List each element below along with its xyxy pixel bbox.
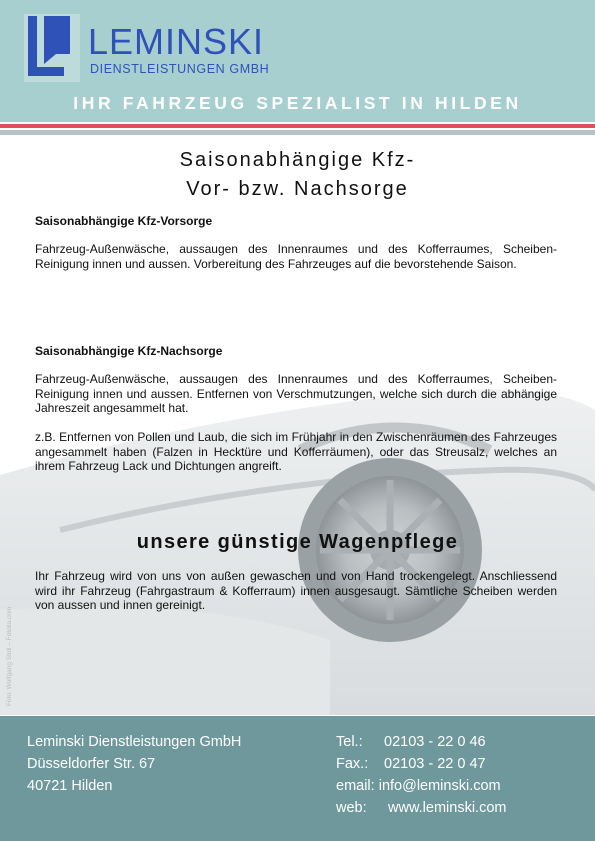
page-footer [0,716,595,841]
footer-fax-value: 02103 - 22 0 47 [384,756,486,772]
footer-street: Düsseldorfer Str. 67 [27,756,156,772]
footer-web-link[interactable]: www.leminski.com [388,800,507,816]
section-text-nachsorge-example: z.B. Entfernen von Pollen und Laub, die sich im Frühjahr in den Zwischenräumen des Fahrzeuges angesammelt haben (Falzen in Hecktüre und Kofferräumen), oder das Streusalz, welches an ihrem Fahrzeug Lack und Dichtungen angreift. [35,430,557,473]
header-stripe-gray [0,130,595,135]
header-stripe-red [0,124,595,128]
footer-web [336,801,506,816]
footer-web-label: web: [336,800,367,816]
footer-city: 40721 Hilden [27,778,113,794]
section-text-nachsorge: Fahrzeug-Außenwäsche, aussaugen des Innenraumes und des Kofferraumes, Scheiben-Reinigung innen und aussen. Entfernen von Verschmutzungen, welche sich durch die abhängige Jahreszeit angesammelt hat. [35,372,557,415]
footer-tel [336,735,486,750]
footer-fax-label: Fax.: [336,756,369,772]
leminski-logo-icon [24,14,80,82]
footer-tel-label: Tel.: [336,734,363,750]
wagenpflege-text: Ihr Fahrzeug wird von uns von außen gewaschen und von Hand trockengelegt. Anschliessend wird ihr Fahrzeug (Fahrgastraum & Kofferraum) innen ausgesaugt. Sämtliche Scheiben werden von aussen und innen gereinigt. [35,569,557,612]
footer-fax [336,757,486,772]
page-title [0,146,595,204]
footer-email-link[interactable]: info@leminski.com [378,778,501,794]
page-header [0,0,595,122]
page-title-line1: Saisonabhängige Kfz- [179,149,416,171]
footer-tel-value: 02103 - 22 0 46 [384,734,486,750]
photo-credit: Foto: Wolfgang Stoll – Fotolia.com [6,606,13,706]
wagenpflege-heading: unsere günstige Wagenpflege [136,531,459,553]
section-heading-vorsorge: Saisonabhängige Kfz-Vorsorge [35,214,213,228]
section-text-vorsorge: Fahrzeug-Außenwäsche, aussaugen des Innenraumes und des Kofferraumes, Scheiben-Reinigung innen und aussen. Vorbereitung des Fahrzeuges auf die bevorstehende Saison. [35,242,557,271]
footer-email-label: email: [336,778,375,794]
footer-company: Leminski Dienstleistungen GmbH [27,734,242,750]
slogan: IHR FAHRZEUG SPEZIALIST IN HILDEN [73,93,522,113]
page-title-line2: Vor- bzw. Nachsorge [186,178,409,200]
brand-name: LEMINSKI [88,21,265,62]
brand-subtitle: DIENSTLEISTUNGEN GMBH [90,62,270,76]
footer-email [336,779,501,794]
section-heading-nachsorge: Saisonabhängige Kfz-Nachsorge [35,344,223,358]
